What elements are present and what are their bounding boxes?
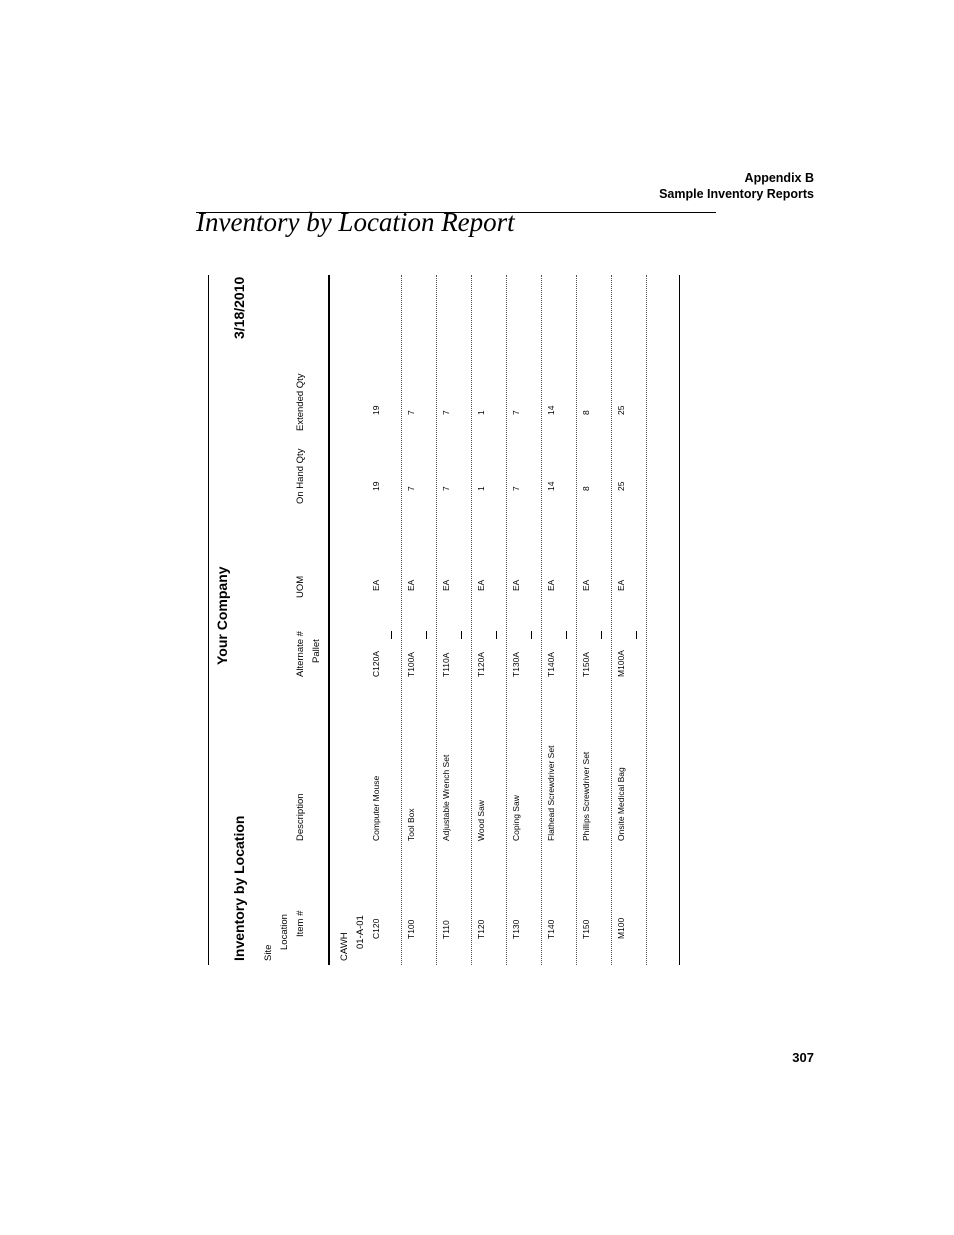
row-uom: EA: [441, 579, 451, 591]
row-on-hand: 14: [546, 481, 556, 491]
col-uom: UOM: [295, 575, 306, 598]
row-extended: 7: [511, 410, 521, 415]
pallet-dash: [636, 631, 637, 639]
col-site: Site: [263, 944, 274, 961]
appendix-label: Appendix B: [744, 171, 814, 185]
row-extended: 25: [616, 405, 626, 415]
row-alternate: T140A: [546, 651, 556, 677]
row-item: T120: [476, 919, 486, 939]
col-location: Location: [279, 914, 290, 950]
pallet-dash: [566, 631, 567, 639]
row-item: M100: [616, 917, 626, 939]
section-label: Sample Inventory Reports: [659, 187, 814, 201]
row-on-hand: 7: [441, 486, 451, 491]
col-on-hand: On Hand Qty: [295, 448, 306, 504]
row-alternate: C120A: [371, 651, 381, 677]
row-description: Wood Saw: [476, 800, 486, 841]
row-uom: EA: [406, 579, 416, 591]
header-separator: [328, 275, 330, 965]
pallet-dash: [391, 631, 392, 639]
row-item: T100: [406, 919, 416, 939]
row-separator: [541, 275, 542, 965]
row-separator: [471, 275, 472, 965]
row-alternate: T100A: [406, 651, 416, 677]
row-description: Coping Saw: [511, 795, 521, 841]
row-alternate: T120A: [476, 651, 486, 677]
row-uom: EA: [616, 579, 626, 591]
col-item: Item #: [295, 910, 306, 937]
col-extended: Extended Qty: [295, 373, 306, 431]
row-uom: EA: [511, 579, 521, 591]
row-description: Flathead Screwdriver Set: [546, 745, 556, 841]
pallet-dash: [496, 631, 497, 639]
row-description: Computer Mouse: [371, 775, 381, 841]
row-uom: EA: [581, 579, 591, 591]
row-separator: [646, 275, 647, 965]
row-extended: 8: [581, 410, 591, 415]
row-alternate: T150A: [581, 651, 591, 677]
report-name: Inventory by Location: [231, 815, 247, 961]
rotated-report: [205, 275, 680, 965]
col-pallet: Pallet: [311, 639, 322, 663]
row-separator: [401, 275, 402, 965]
row-alternate: T110A: [441, 652, 451, 677]
report-right-border: [679, 275, 680, 965]
row-on-hand: 19: [371, 481, 381, 491]
page-number: 307: [792, 1050, 814, 1065]
row-extended: 7: [441, 410, 451, 415]
row-description: Onsite Medical Bag: [616, 767, 626, 841]
row-alternate: T130A: [511, 651, 521, 677]
row-separator: [506, 275, 507, 965]
col-description: Description: [295, 793, 306, 841]
report-date: 3/18/2010: [231, 276, 247, 339]
row-uom: EA: [371, 579, 381, 591]
row-alternate: M100A: [616, 650, 626, 677]
site-value: CAWH: [339, 932, 350, 961]
row-on-hand: 8: [581, 486, 591, 491]
row-on-hand: 1: [476, 486, 486, 491]
row-on-hand: 25: [616, 481, 626, 491]
row-item: T110: [441, 920, 451, 939]
row-on-hand: 7: [511, 486, 521, 491]
report-left-border: [208, 275, 209, 965]
row-item: T150: [581, 919, 591, 939]
pallet-dash: [461, 631, 462, 639]
row-extended: 19: [371, 405, 381, 415]
row-item: T140: [546, 919, 556, 939]
report-company: Your Company: [214, 566, 230, 665]
row-description: Adjustable Wrench Set: [441, 754, 451, 841]
col-alternate: Alternate #: [295, 631, 306, 677]
row-separator: [611, 275, 612, 965]
pallet-dash: [601, 631, 602, 639]
pallet-dash: [426, 631, 427, 639]
row-item: C120: [371, 918, 381, 939]
location-value: 01-A-01: [355, 915, 366, 949]
row-on-hand: 7: [406, 486, 416, 491]
row-description: Phillips Screwdriver Set: [581, 751, 591, 841]
row-separator: [576, 275, 577, 965]
row-uom: EA: [546, 579, 556, 591]
row-extended: 7: [406, 410, 416, 415]
row-description: Tool Box: [406, 808, 416, 841]
page-title: Inventory by Location Report: [196, 207, 515, 237]
row-item: T130: [511, 919, 521, 939]
row-extended: 1: [476, 410, 486, 415]
row-extended: 14: [546, 405, 556, 415]
row-separator: [436, 275, 437, 965]
row-uom: EA: [476, 579, 486, 591]
pallet-dash: [531, 631, 532, 639]
